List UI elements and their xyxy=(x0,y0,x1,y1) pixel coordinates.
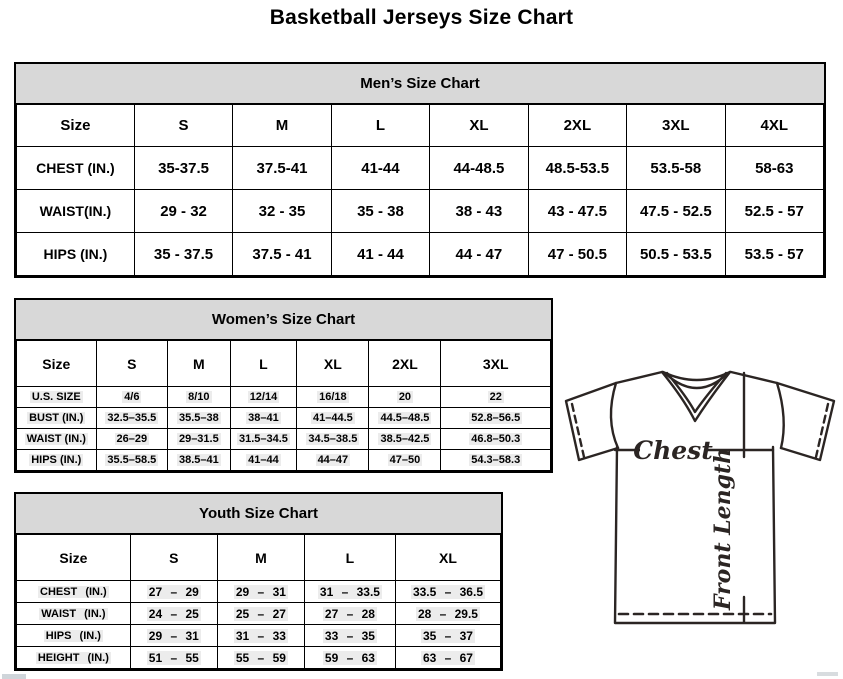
table-cell xyxy=(369,429,441,450)
cell-value: 16/18 xyxy=(319,391,347,403)
cell-value: 55 – 59 xyxy=(235,650,286,665)
table-cell xyxy=(304,647,395,669)
table-cell xyxy=(297,429,369,450)
column-header: Size xyxy=(17,535,131,581)
front-length-label: Front Length xyxy=(710,447,736,611)
cell-value: 31.5–34.5 xyxy=(238,433,288,445)
cell-value: U.S. SIZE xyxy=(31,391,81,403)
cell-value: BUST (IN.) xyxy=(29,412,84,424)
table-cell xyxy=(395,603,500,625)
cell-value: HEIGHT (IN.) xyxy=(37,651,109,664)
table-cell xyxy=(96,387,168,408)
column-header: 2XL xyxy=(369,341,441,387)
youth-size-table xyxy=(14,492,503,671)
cell-value: 33 – 35 xyxy=(324,628,375,643)
cell-value: 35.5–38 xyxy=(178,412,219,424)
table-cell xyxy=(395,625,500,647)
table-cell: 44-48.5 xyxy=(430,147,528,190)
cell-value: 38.5–42.5 xyxy=(380,433,430,445)
table-cell xyxy=(130,647,217,669)
header-row xyxy=(17,341,551,387)
table-cell xyxy=(217,603,304,625)
table-cell xyxy=(217,647,304,669)
table-cell xyxy=(304,625,395,647)
cell-value: CHEST (IN.) xyxy=(40,585,107,598)
column-header: S xyxy=(96,341,168,387)
table-cell: 35 - 38 xyxy=(331,190,429,233)
row-label: HIPS (IN.) xyxy=(17,233,135,276)
table-cell xyxy=(130,603,217,625)
cell-value: 38.5–41 xyxy=(178,454,219,466)
table-cell xyxy=(369,387,441,408)
table-cell: 52.5 - 57 xyxy=(725,190,823,233)
table-cell xyxy=(130,581,217,603)
row-label xyxy=(17,603,131,625)
cell-value: HIPS (IN.) xyxy=(31,454,82,466)
row-label: WAIST(IN.) xyxy=(17,190,135,233)
row-label xyxy=(17,450,97,471)
cell-value: 22 xyxy=(489,391,502,403)
table-cell: 41-44 xyxy=(331,147,429,190)
cell-value: 63 – 67 xyxy=(422,650,473,665)
cell-value: 31 – 33 xyxy=(235,628,286,643)
jersey-left-cuff-dashes xyxy=(572,404,584,457)
youth-table-grid xyxy=(16,534,501,669)
cell-value: 29 – 31 xyxy=(148,628,199,643)
cell-value: 52.8–56.5 xyxy=(471,412,521,424)
cell-value: 24 – 25 xyxy=(148,606,199,621)
row-label xyxy=(17,429,97,450)
jersey-right-armhole xyxy=(777,383,784,448)
table-cell xyxy=(96,408,168,429)
row-label: CHEST (IN.) xyxy=(17,147,135,190)
table-cell xyxy=(369,450,441,471)
cell-value: WAIST (IN.) xyxy=(41,607,106,620)
column-header: S xyxy=(130,535,217,581)
cell-value: 28 – 29.5 xyxy=(417,606,478,621)
cell-value: HIPS (IN.) xyxy=(45,629,101,642)
mens-table-title: Men’s Size Chart xyxy=(16,64,824,104)
column-header: Size xyxy=(17,105,135,147)
cell-value: 33.5 – 36.5 xyxy=(412,584,483,599)
table-cell xyxy=(441,387,551,408)
column-header: XL xyxy=(395,535,500,581)
table-cell xyxy=(230,387,297,408)
table-cell: 43 - 47.5 xyxy=(528,190,626,233)
table-cell xyxy=(230,429,297,450)
cell-value: 46.8–50.3 xyxy=(471,433,521,445)
cell-value: 44–47 xyxy=(317,454,349,466)
table-cell xyxy=(297,387,369,408)
table-cell: 35-37.5 xyxy=(134,147,232,190)
table-row xyxy=(17,387,551,408)
cell-value: 41–44.5 xyxy=(312,412,353,424)
table-row xyxy=(17,603,501,625)
table-cell: 37.5 - 41 xyxy=(233,233,331,276)
cell-value: 41–44 xyxy=(248,454,279,466)
column-header: Size xyxy=(17,341,97,387)
jersey-left-armhole xyxy=(611,383,618,448)
table-cell xyxy=(168,408,230,429)
table-cell: 38 - 43 xyxy=(430,190,528,233)
table-row xyxy=(17,450,551,471)
cell-value: 38–41 xyxy=(248,412,279,424)
header-row xyxy=(17,535,501,581)
cell-value: 26–29 xyxy=(116,433,148,445)
cell-value: 20 xyxy=(398,391,412,403)
cell-value: 47–50 xyxy=(389,454,421,466)
column-header: M xyxy=(168,341,230,387)
table-cell xyxy=(168,450,230,471)
table-cell xyxy=(297,408,369,429)
cell-value: 27 – 29 xyxy=(148,584,199,599)
table-cell xyxy=(304,603,395,625)
row-label xyxy=(17,647,131,669)
bottom-left-fragment xyxy=(2,674,26,679)
table-cell xyxy=(297,450,369,471)
cell-value: 44.5–48.5 xyxy=(380,412,430,424)
womens-table-title: Women’s Size Chart xyxy=(16,300,551,340)
column-header: L xyxy=(304,535,395,581)
table-cell xyxy=(96,450,168,471)
mens-table-grid xyxy=(16,104,824,276)
table-row xyxy=(17,581,501,603)
table-cell: 35 - 37.5 xyxy=(134,233,232,276)
mens-size-table xyxy=(14,62,826,278)
cell-value: 54.3–58.3 xyxy=(471,454,521,466)
cell-value: 32.5–35.5 xyxy=(107,412,157,424)
table-cell xyxy=(441,429,551,450)
jersey-body xyxy=(615,447,775,623)
cell-value: 51 – 55 xyxy=(148,650,199,665)
table-row xyxy=(17,408,551,429)
womens-size-table xyxy=(14,298,553,473)
youth-table-title: Youth Size Chart xyxy=(16,494,501,534)
table-cell xyxy=(441,408,551,429)
column-header: XL xyxy=(297,341,369,387)
row-label xyxy=(17,408,97,429)
table-cell: 47 - 50.5 xyxy=(528,233,626,276)
cell-value: 59 – 63 xyxy=(324,650,375,665)
table-cell: 53.5 - 57 xyxy=(725,233,823,276)
table-cell xyxy=(217,581,304,603)
table-cell: 37.5-41 xyxy=(233,147,331,190)
jersey-measurement-diagram xyxy=(558,357,843,633)
table-cell xyxy=(230,408,297,429)
column-header: S xyxy=(134,105,232,147)
table-cell: 47.5 - 52.5 xyxy=(627,190,725,233)
cell-value: 8/10 xyxy=(188,391,210,403)
table-cell xyxy=(130,625,217,647)
table-cell: 53.5-58 xyxy=(627,147,725,190)
table-cell xyxy=(230,450,297,471)
cell-value: 25 – 27 xyxy=(235,606,286,621)
column-header: L xyxy=(331,105,429,147)
bottom-right-fragment xyxy=(817,672,838,676)
table-row xyxy=(17,147,824,190)
table-cell xyxy=(369,408,441,429)
table-cell: 48.5-53.5 xyxy=(528,147,626,190)
table-row xyxy=(17,233,824,276)
column-header: XL xyxy=(430,105,528,147)
table-row xyxy=(17,625,501,647)
row-label xyxy=(17,387,97,408)
cell-value: 35 – 37 xyxy=(422,628,473,643)
table-cell xyxy=(304,581,395,603)
table-cell xyxy=(395,581,500,603)
row-label xyxy=(17,581,131,603)
cell-value: 4/6 xyxy=(124,391,140,403)
table-cell xyxy=(217,625,304,647)
table-row xyxy=(17,647,501,669)
cell-value: 35.5–58.5 xyxy=(107,454,157,466)
table-cell: 44 - 47 xyxy=(430,233,528,276)
page-title: Basketball Jerseys Size Chart xyxy=(269,6,574,29)
table-cell: 32 - 35 xyxy=(233,190,331,233)
cell-value: 31 – 33.5 xyxy=(319,584,380,599)
cell-value: 12/14 xyxy=(249,391,278,403)
womens-table-grid xyxy=(16,340,551,471)
cell-value: 29 – 31 xyxy=(235,584,286,599)
column-header: 2XL xyxy=(528,105,626,147)
cell-value: 29–31.5 xyxy=(178,433,219,445)
table-cell xyxy=(96,429,168,450)
table-cell: 50.5 - 53.5 xyxy=(627,233,725,276)
cell-value: WAIST (IN.) xyxy=(26,433,86,445)
table-row xyxy=(17,190,824,233)
table-cell xyxy=(168,387,230,408)
jersey-diagram-svg xyxy=(558,357,843,633)
table-cell xyxy=(395,647,500,669)
row-label xyxy=(17,625,131,647)
cell-value: 27 – 28 xyxy=(324,606,375,621)
header-row xyxy=(17,105,824,147)
column-header: M xyxy=(233,105,331,147)
table-cell: 58-63 xyxy=(725,147,823,190)
table-cell: 41 - 44 xyxy=(331,233,429,276)
table-cell xyxy=(441,450,551,471)
column-header: M xyxy=(217,535,304,581)
table-cell xyxy=(168,429,230,450)
cell-value: 34.5–38.5 xyxy=(308,433,358,445)
chest-label: Chest xyxy=(633,436,713,465)
column-header: 3XL xyxy=(627,105,725,147)
table-cell: 29 - 32 xyxy=(134,190,232,233)
column-header: 3XL xyxy=(441,341,551,387)
column-header: L xyxy=(230,341,297,387)
table-row xyxy=(17,429,551,450)
column-header: 4XL xyxy=(725,105,823,147)
